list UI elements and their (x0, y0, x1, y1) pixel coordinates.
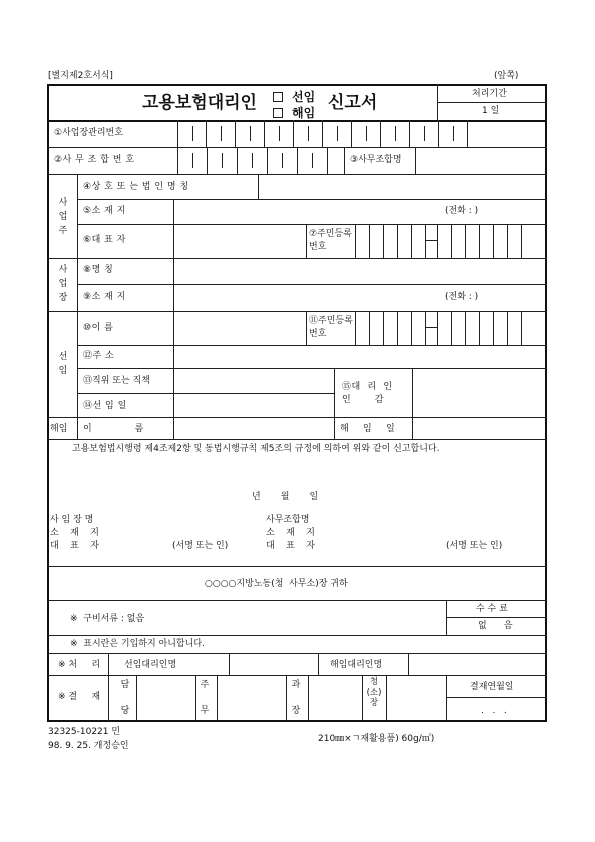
employer-rrn-label: ⑦주민등록번호 (309, 229, 352, 252)
fee-value: 없 음 (478, 621, 513, 631)
employer-rep-label: ⑥대 표 자 (83, 235, 126, 245)
revision-note: 98. 9. 25. 개정승인 (48, 741, 129, 751)
approval-label: ※ 결 재 (58, 692, 101, 702)
fee-label: 수 수 료 (476, 604, 508, 614)
office-signature[interactable]: (서명 또는 인) (446, 541, 503, 551)
paper-spec: 210㎜×ㄱ재활용품) 60g/㎡) (318, 734, 435, 744)
office-number-cells[interactable] (177, 147, 344, 174)
workplace-location-label: ⑨소 재 지 (83, 292, 126, 302)
business-name-field[interactable] (259, 175, 544, 198)
date-line: 년 월 일 (252, 492, 319, 502)
form-code: 32325-10221 민 (48, 727, 121, 737)
workplace-phone: (전화 : ) (445, 292, 479, 302)
office-use-note: ※ 표시란은 기입하지 아니합니다. (70, 639, 205, 649)
appointee-address-field[interactable] (174, 346, 544, 367)
approval-col-chief: 주 무 (200, 680, 210, 716)
business-name-label: ④상 호 또 는 법 인 명 칭 (83, 182, 189, 192)
dismissal-date-field[interactable] (413, 418, 544, 438)
appointee-position-label: ⑬직위 또는 직책 (83, 376, 150, 386)
appointee-name-label: ⑩이 름 (83, 323, 114, 333)
page-side-label: (앞쪽) (494, 71, 519, 81)
employer-location-label: ⑤소 재 지 (83, 206, 126, 216)
approval-date-label: 결재연월일 (470, 682, 514, 692)
approval-col-manager: 과 장 (291, 680, 301, 716)
approval-date-value[interactable]: . . . (481, 706, 507, 716)
workplace-name-label: ⑧명 칭 (83, 265, 114, 275)
employer-rep-field[interactable] (174, 225, 305, 257)
employer-signature[interactable]: (서명 또는 인) (172, 541, 229, 551)
workplace-name-field[interactable] (174, 259, 544, 283)
office-signer-3: 대 표 자 (266, 541, 315, 551)
appointee-rrn-cells[interactable] (355, 311, 545, 345)
agent-seal-box[interactable] (413, 369, 544, 416)
office-name-field[interactable] (416, 148, 544, 173)
workplace-location-field[interactable] (174, 285, 442, 310)
office-number-label: ②사 무 조 합 번 호 (54, 155, 135, 165)
dismissal-name-field[interactable] (174, 418, 333, 438)
office-signer-2: 소 재 지 (266, 528, 315, 538)
office-signer-1: 사무조합명 (266, 515, 310, 525)
form-title: 고용보험대리인 (142, 93, 257, 113)
form-title-suffix: 신고서 (328, 93, 378, 113)
processing-label: ※ 처 리 (58, 660, 101, 670)
approval-manager-box[interactable] (309, 676, 361, 720)
employer-rrn-cells[interactable] (355, 224, 545, 258)
appointee-position-field[interactable] (174, 369, 333, 392)
employer-phone: (전화 : ) (445, 206, 479, 216)
office-name-label: ③사무조합명 (350, 155, 402, 165)
declaration-text: 고용보험법시행령 제4조제2항 및 동법시행규칙 제5조의 규정에 의하여 위와 같이 신고합니다. (72, 444, 440, 454)
appointment-date-field[interactable] (174, 394, 333, 416)
employer-signer-1: 사 임 장 명 (50, 515, 94, 525)
attachments-note: ※ 구비서류 : 없음 (70, 614, 145, 624)
processing-period-value: 1 일 (482, 106, 500, 116)
agent-seal-label: ⑮대 리 인 인 감 (342, 382, 393, 405)
form-label: [별지제2호서식] (48, 71, 113, 81)
appointee-rrn-label: ⑪주민등록번호 (309, 316, 353, 339)
dismiss-checkbox[interactable] (273, 108, 283, 118)
addressee-line: ○○○○지방노동(청 사무소)장 귀하 (205, 579, 348, 589)
dismissed-agent-field[interactable] (409, 654, 544, 674)
approval-chief-box[interactable] (218, 676, 285, 720)
approval-col-staff: 담 당 (120, 680, 130, 716)
dismiss-option-label: 해임 (292, 106, 316, 120)
approval-col-director: 청 (소) 장 (366, 677, 382, 708)
approval-staff-box[interactable] (137, 676, 194, 720)
appoint-option-label: 선임 (292, 90, 316, 104)
appointee-group-label: 선임 (58, 352, 68, 376)
employer-signer-3: 대 표 자 (50, 541, 99, 551)
dismissal-name-label: 이 름 (83, 424, 144, 434)
appoint-checkbox[interactable] (273, 92, 283, 102)
appointed-agent-field[interactable] (230, 654, 317, 674)
mgmt-number-label: ①사업장관리번호 (54, 128, 123, 138)
appointed-agent-label: 선임대리인명 (124, 660, 177, 670)
appointment-date-label: ⑭선 임 일 (83, 401, 127, 411)
dismissal-date-label: 해 임 일 (340, 424, 395, 434)
approval-director-box[interactable] (387, 676, 445, 720)
appointee-name-field[interactable] (174, 312, 305, 344)
appointee-address-label: ⑫주 소 (83, 351, 115, 361)
employer-signer-2: 소 재 지 (50, 528, 99, 538)
dismissal-group-label: 해임 (50, 424, 68, 434)
mgmt-number-cells[interactable] (177, 120, 467, 147)
dismissed-agent-label: 해임대리인명 (330, 660, 383, 670)
employer-location-field[interactable] (174, 200, 442, 223)
processing-period-label: 처리기간 (472, 89, 507, 99)
employer-group-label: 사업주 (58, 198, 68, 236)
workplace-group-label: 사업장 (58, 265, 68, 303)
